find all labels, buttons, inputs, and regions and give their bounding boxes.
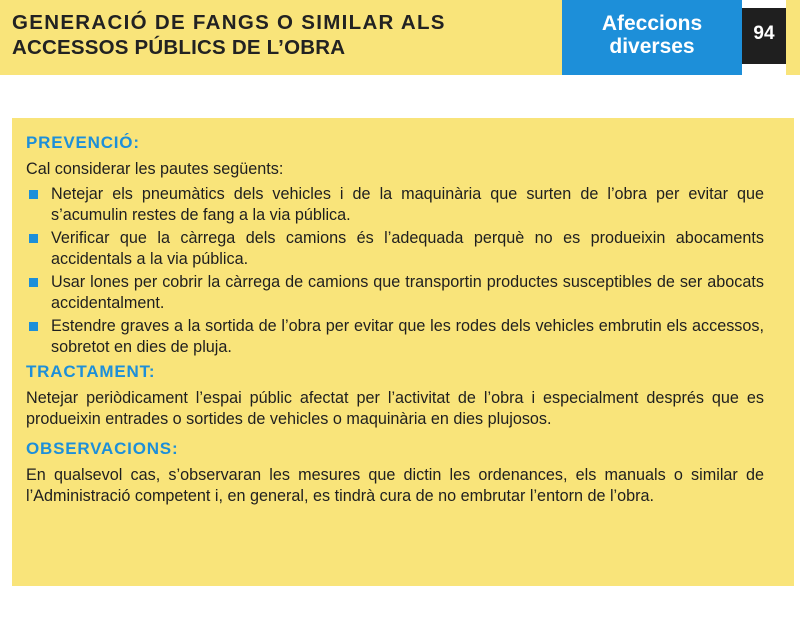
- list-item: [26, 316, 764, 359]
- page-number-box: [742, 8, 786, 64]
- tractament-heading: TRACTAMENT:: [26, 361, 156, 381]
- title-box: [0, 0, 562, 75]
- square-bullet-icon: [29, 278, 38, 287]
- title-line-2: ACCESSOS PÚBLICS DE L’OBRA: [12, 36, 346, 59]
- page-header: [0, 0, 800, 75]
- prevencio-list: [26, 184, 764, 359]
- square-bullet-icon: [29, 322, 38, 331]
- observacions-text: En qualsevol cas, s’observaran les mesures que dictin les ordenances, els manuals o similar de l’Administració competent i, en general, es tindrà cura de no embrutar l’entorn de l’obra.: [26, 465, 764, 505]
- page-number: 94: [753, 23, 775, 44]
- category-line-1: Afeccions: [601, 12, 703, 35]
- list-item-text: Usar lones per cobrir la càrrega de camions que transportin productes susceptibles de ser abocats accidentalment.: [51, 272, 764, 312]
- page-title: [12, 10, 552, 60]
- category-box: [562, 0, 742, 75]
- header-right-strip: [786, 0, 800, 75]
- square-bullet-icon: [29, 190, 38, 199]
- category-line-2: diverses: [609, 35, 695, 58]
- title-line-1: GENERACIÓ DE FANGS O SIMILAR ALS: [12, 11, 446, 34]
- list-item-text: Verificar que la càrrega dels camions és l’adequada perquè no es produeixin abocaments accidentals a la via pública.: [51, 228, 764, 268]
- category-label: [562, 12, 742, 58]
- list-item: [26, 184, 764, 227]
- observacions-heading: OBSERVACIONS:: [26, 438, 179, 458]
- list-item: [26, 272, 764, 315]
- list-item-text: Estendre graves a la sortida de l’obra per evitar que les rodes dels vehicles embrutin els accessos, sobretot en dies de pluja.: [51, 316, 764, 356]
- list-item: [26, 228, 764, 271]
- square-bullet-icon: [29, 234, 38, 243]
- content-inner: [26, 132, 764, 511]
- list-item-text: Netejar els pneumàtics dels vehicles i de la maquinària que surten de l’obra per evitar que s’acumulin restes de fang a la via pública.: [51, 184, 764, 224]
- tractament-text: Netejar periòdicament l’espai públic afectat per l’activitat de l’obra i especialment després que es produeixin entrades o sortides de vehicles o maquinària en dies plujosos.: [26, 388, 764, 428]
- content-panel: [12, 118, 794, 586]
- prevencio-heading: PREVENCIÓ:: [26, 133, 140, 152]
- prevencio-intro: Cal considerar les pautes següents:: [26, 160, 284, 178]
